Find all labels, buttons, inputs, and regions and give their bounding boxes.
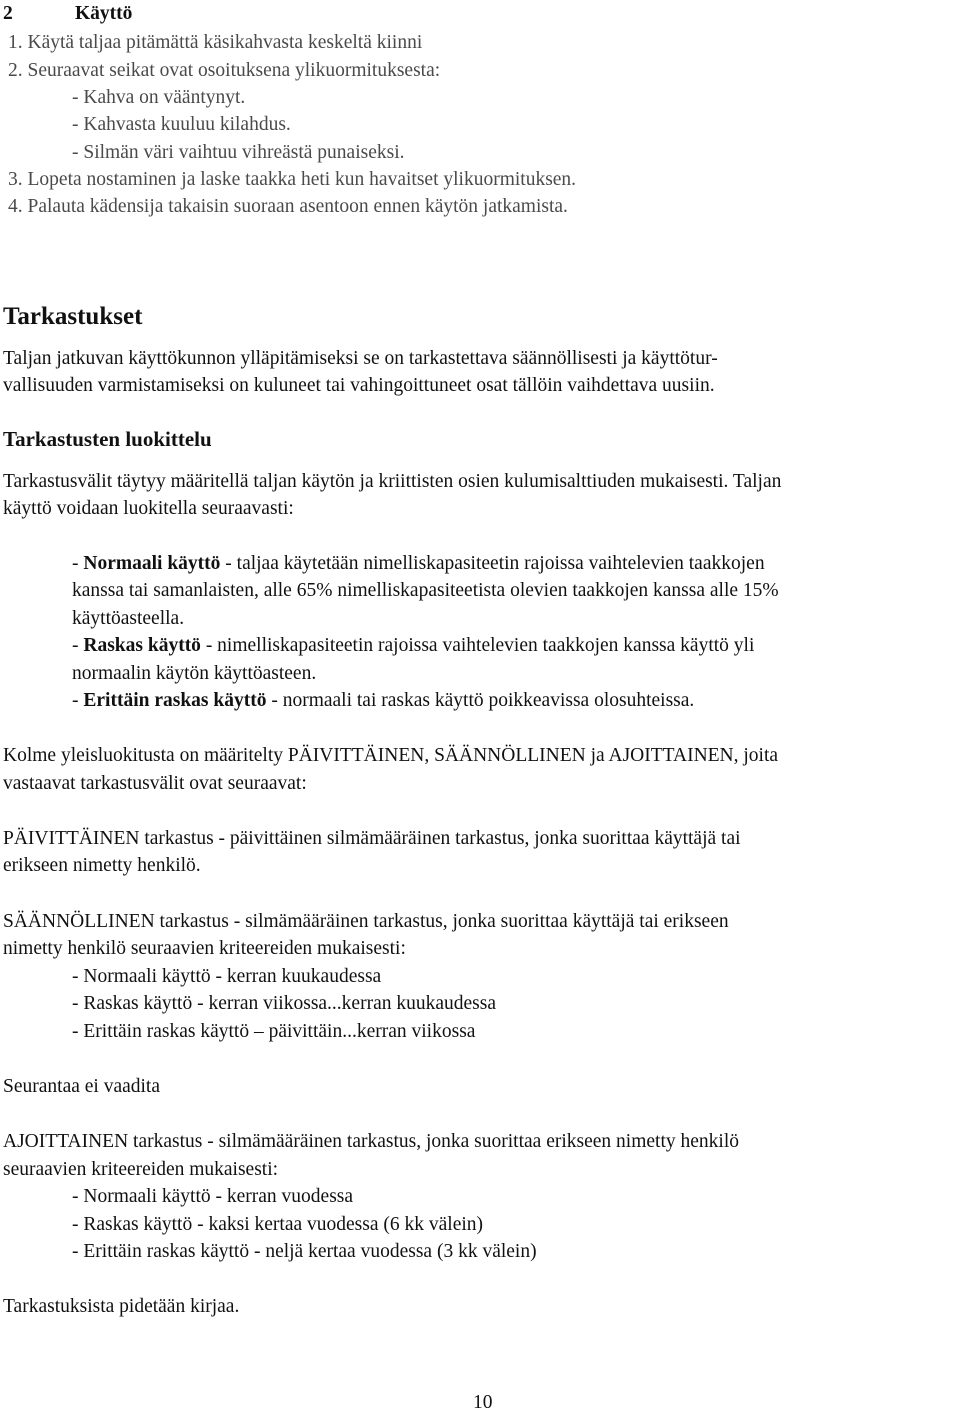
heavy-usage-line-2: normaalin käytön käyttöasteen. [72,663,317,684]
records-note: Tarkastuksista pidetään kirjaa. [3,1296,240,1317]
page-number: 10 [473,1392,493,1413]
very-heavy-usage-term: Erittäin raskas käyttö [83,690,267,711]
normal-usage-line-3: käyttöasteella. [72,608,185,629]
normal-usage-line-2: kanssa tai samanlaisten, alle 65% nimelliskapasiteetista olevien taakkojen kanssa alle 15% [72,580,779,601]
inspections-text-line-1: Taljan jatkuvan käyttökunnon ylläpitämiseksi se on tarkastettava säännöllisesti ja käyttötur- [3,348,718,369]
regular-item-heavy: - Raskas käyttö - kerran viikossa...kerran kuukaudessa [72,993,497,1014]
usage-item-3: 3. Lopeta nostaminen ja laske taakka heti kun havaitset ylikuormituksen. [8,169,577,190]
periodic-item-very-heavy: - Erittäin raskas käyttö - neljä kertaa vuodessa (3 kk välein) [72,1241,537,1262]
periodic-inspection-line-2: seuraavien kriteereiden mukaisesti: [3,1159,279,1180]
normal-usage-desc: - taljaa käytetään nimelliskapasiteetin rajoissa vaihtelevien taakkojen [220,553,765,574]
daily-inspection-line-1: PÄIVITTÄINEN tarkastus - päivittäinen silmämääräinen tarkastus, jonka suorittaa käyttäjä tai [3,828,741,849]
periodic-item-normal: - Normaali käyttö - kerran vuodessa [72,1186,354,1207]
regular-inspection-line-2: nimetty henkilö seuraavien kriteereiden mukaisesti: [3,938,406,959]
normal-usage-term: Normaali käyttö [83,553,221,574]
general-classes-line-2: vastaavat tarkastusvälit ovat seuraavat: [3,773,307,794]
usage-item-4: 4. Palauta kädensija takaisin suoraan asentoon ennen käytön jatkamista. [8,196,568,217]
normal-usage-line-1 [72,550,765,578]
very-heavy-usage-line-1 [72,687,694,715]
section-number: 2 [3,3,13,24]
usage-item-1: 1. Käytä taljaa pitämättä käsikahvasta keskeltä kiinni [8,32,423,53]
heavy-usage-dash: - [72,635,84,656]
regular-item-normal: - Normaali käyttö - kerran kuukaudessa [72,966,382,987]
heavy-usage-line-1 [72,632,754,660]
classification-text-line-1: Tarkastusvälit täytyy määritellä taljan käytön ja kriittisten osien kulumisalttiuden mukaisesti. Taljan [3,471,782,492]
usage-subitem-3: - Silmän väri vaihtuu vihreästä punaiseksi. [72,142,405,163]
section-title: Käyttö [75,3,133,24]
regular-item-very-heavy: - Erittäin raskas käyttö – päivittäin...kerran viikossa [72,1021,476,1042]
daily-inspection-line-2: erikseen nimetty henkilö. [3,855,201,876]
inspections-heading: Tarkastukset [3,303,143,330]
usage-subitem-1: - Kahva on vääntynyt. [72,87,246,108]
periodic-item-heavy: - Raskas käyttö - kaksi kertaa vuodessa (6 kk välein) [72,1214,484,1235]
usage-subitem-2: - Kahvasta kuuluu kilahdus. [72,114,291,135]
no-followup-note: Seurantaa ei vaadita [3,1076,160,1097]
inspections-text-line-2: vallisuuden varmistamiseksi on kuluneet tai vahingoittuneet osat tällöin vaihdettava uusiin. [3,375,715,396]
normal-usage-dash: - [72,553,84,574]
classification-text-line-2: käyttö voidaan luokitella seuraavasti: [3,498,294,519]
classification-heading: Tarkastusten luokittelu [3,427,212,451]
very-heavy-usage-desc: - normaali tai raskas käyttö poikkeavissa olosuhteissa. [266,690,695,711]
heavy-usage-desc: - nimelliskapasiteetin rajoissa vaihtelevien taakkojen kanssa käyttö yli [200,635,755,656]
very-heavy-usage-dash: - [72,690,84,711]
regular-inspection-line-1: SÄÄNNÖLLINEN tarkastus - silmämääräinen tarkastus, jonka suorittaa käyttäjä tai erikseen [3,911,729,932]
periodic-inspection-line-1: AJOITTAINEN tarkastus - silmämääräinen tarkastus, jonka suorittaa erikseen nimetty henkilö [3,1131,739,1152]
heavy-usage-term: Raskas käyttö [83,635,201,656]
general-classes-line-1: Kolme yleisluokitusta on määritelty PÄIVITTÄINEN, SÄÄNNÖLLINEN ja AJOITTAINEN, joita [3,745,779,766]
usage-item-2: 2. Seuraavat seikat ovat osoituksena ylikuormituksesta: [8,60,441,81]
